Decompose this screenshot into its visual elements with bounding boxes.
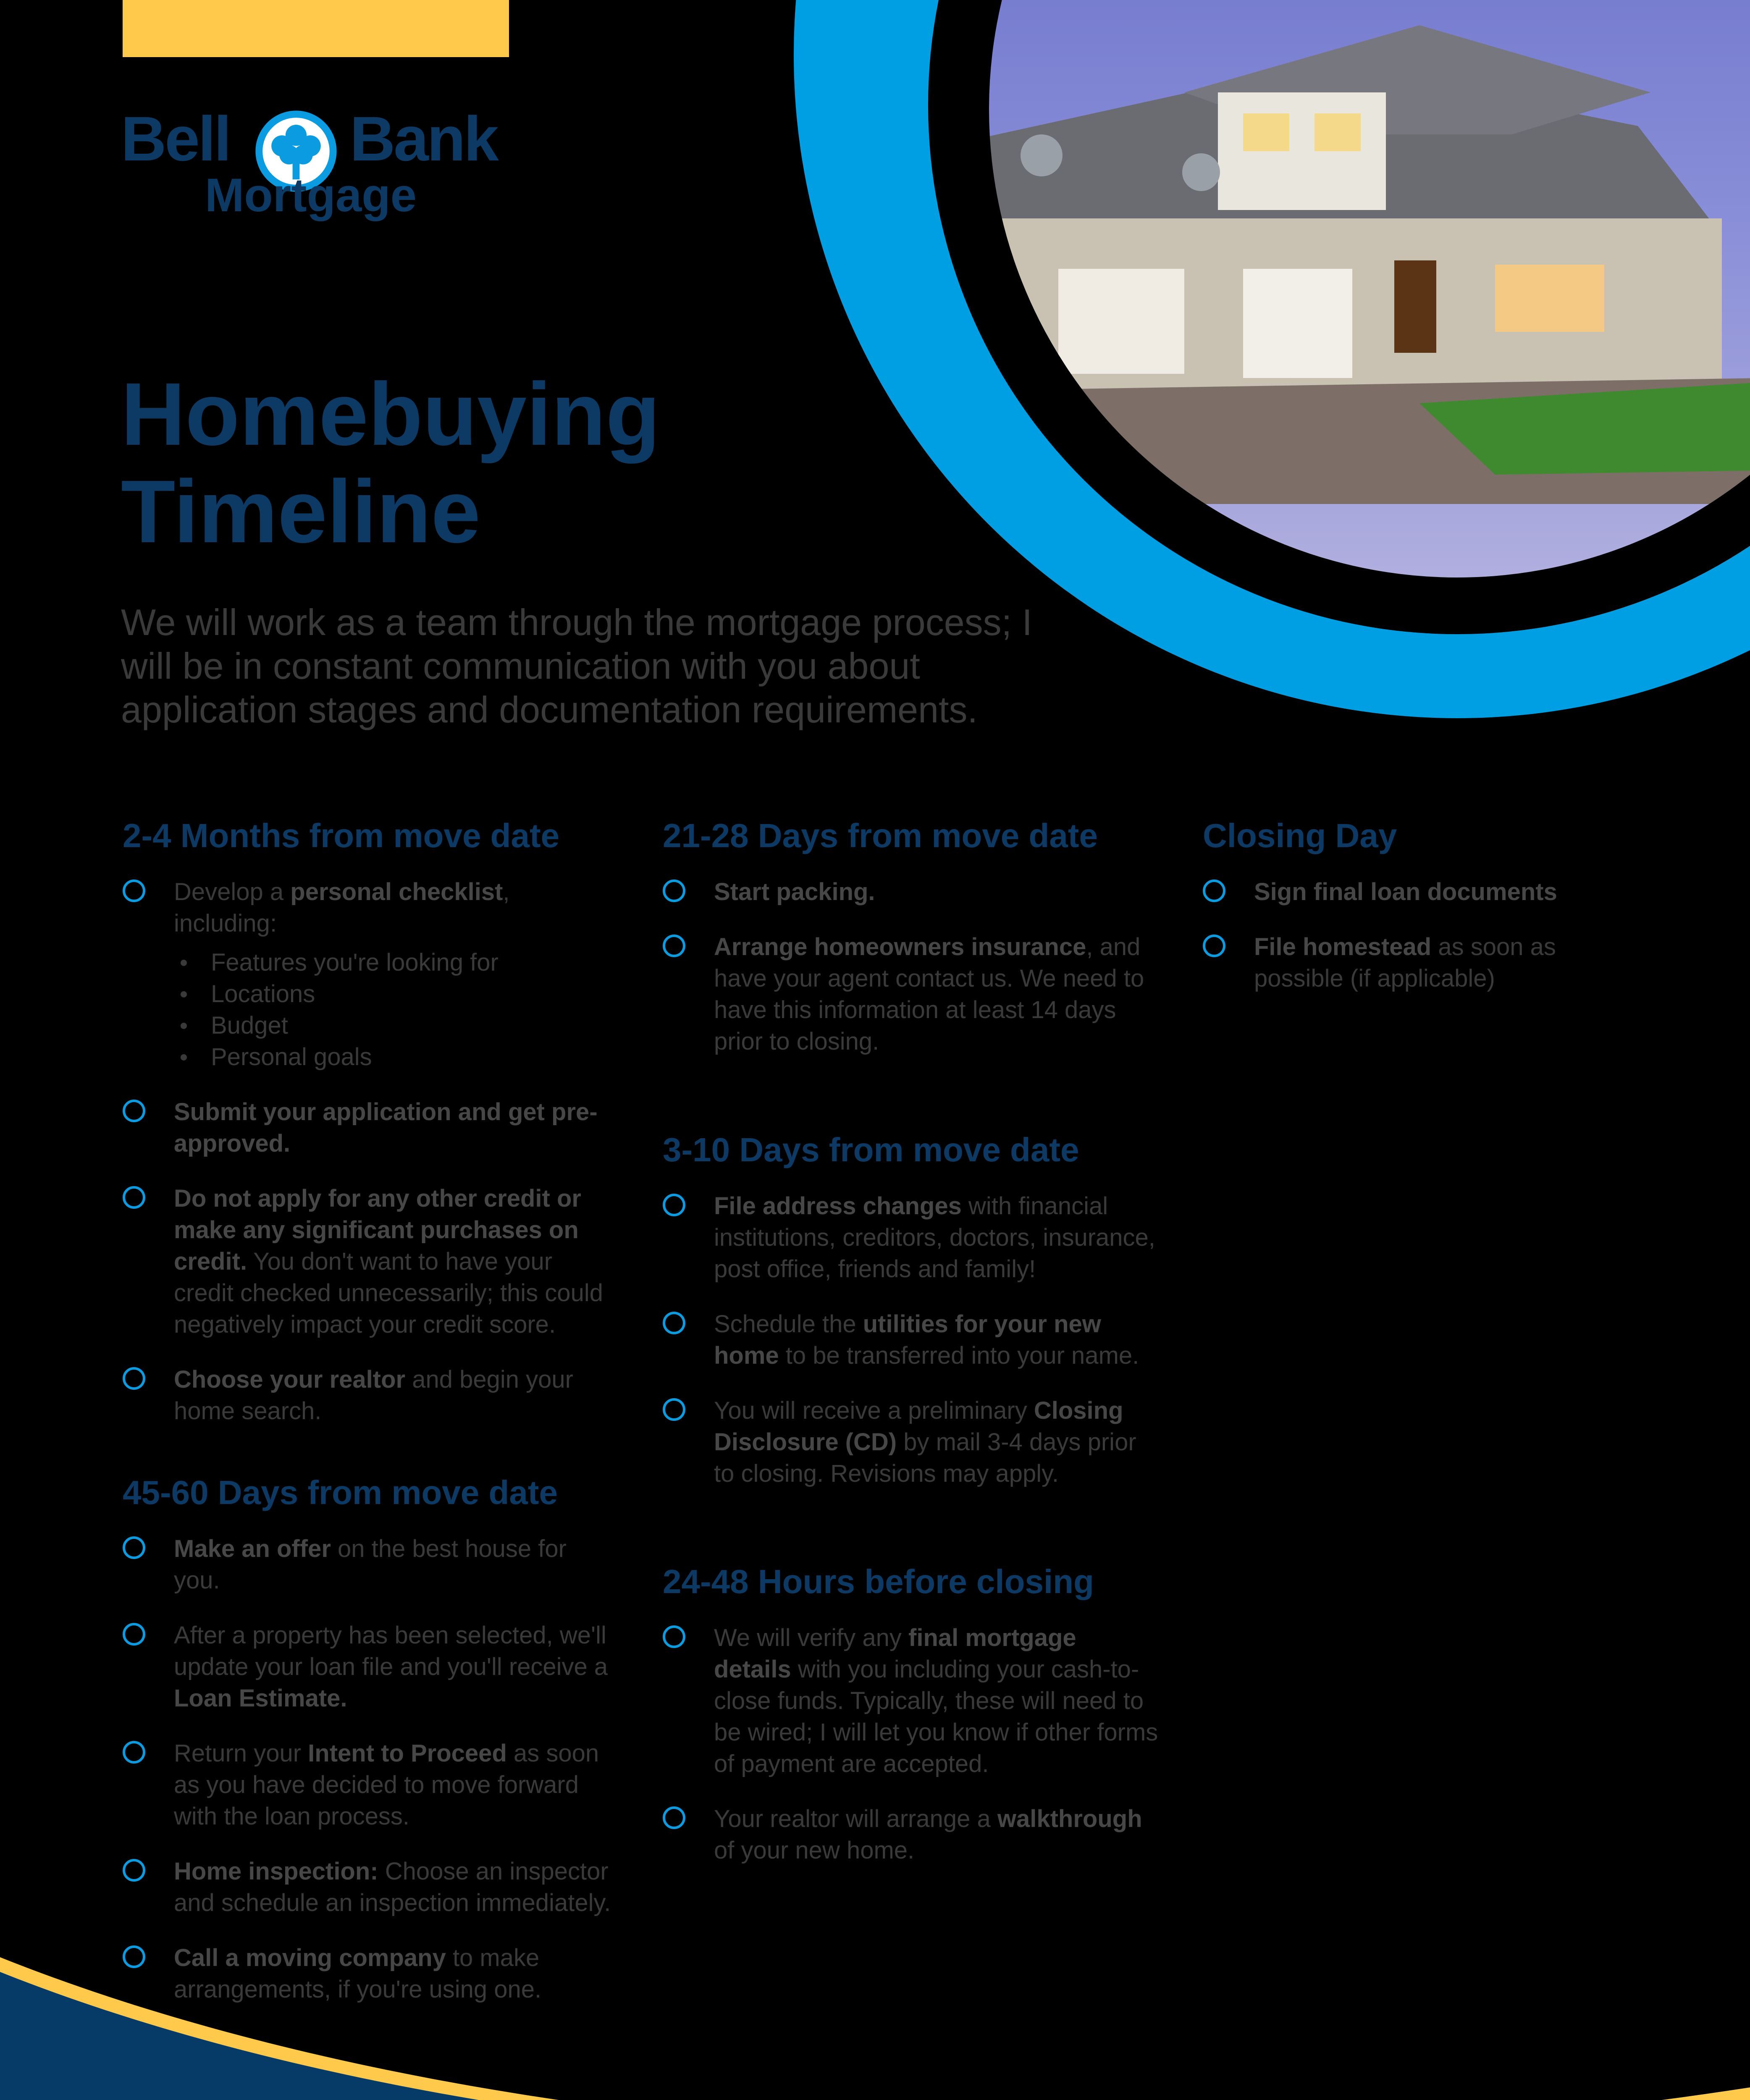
circle-icon xyxy=(123,1536,145,1559)
circle-icon xyxy=(663,1194,685,1216)
bullet-item: Budget xyxy=(174,1010,618,1041)
bullet-dot-icon xyxy=(181,991,187,998)
section-2-4-months xyxy=(123,816,618,1450)
timeline-item: Schedule the utilities for your new home to be transferred into your name. xyxy=(663,1308,1158,1371)
circle-icon xyxy=(663,934,685,957)
section-heading: 2-4 Months from move date xyxy=(123,817,560,854)
circle-icon xyxy=(663,1806,685,1829)
circle-icon xyxy=(123,1741,145,1764)
section-heading: 3-10 Days from move date xyxy=(663,1131,1079,1168)
circle-icon xyxy=(663,1625,685,1648)
logo-word-mortgage: Mortgage xyxy=(205,169,417,221)
bullet-item: Personal goals xyxy=(174,1041,618,1073)
footer-wave xyxy=(0,1932,1750,2100)
timeline-item: Your realtor will arrange a walkthrough of your new home. xyxy=(663,1803,1158,1866)
circle-icon xyxy=(663,1312,685,1334)
circle-icon xyxy=(663,879,685,902)
page-title xyxy=(121,365,751,560)
bullet-dot-icon xyxy=(181,1023,187,1029)
section-closing-day xyxy=(1203,816,1581,1018)
timeline-item: File address changes with financial institutions, creditors, doctors, insurance, post office, friends and family! xyxy=(663,1190,1158,1285)
bullet-item: Features you're looking for xyxy=(174,947,618,978)
timeline-item: You will receive a preliminary Closing Disclosure (CD) by mail 3-4 days prior to closing. Revisions may apply. xyxy=(663,1395,1158,1489)
bullet-item: Locations xyxy=(174,978,618,1010)
timeline-item: Call a moving company to make arrangements, if you're using one. xyxy=(123,1942,618,2005)
section-heading: Closing Day xyxy=(1203,817,1397,854)
section-24-48-hours xyxy=(663,1562,1158,1890)
timeline-item: After a property has been selected, we'll update your loan file and you'll receive a Loan Estimate. xyxy=(123,1620,618,1714)
timeline-item: Submit your application and get pre-approved. xyxy=(123,1096,618,1159)
timeline-item: Start packing. xyxy=(663,876,1158,908)
timeline-item: Return your Intent to Proceed as soon as you have decided to move forward with the loan process. xyxy=(123,1738,618,1832)
circle-icon xyxy=(1203,879,1225,902)
bell-bank-mortgage-logo xyxy=(121,103,516,229)
timeline-item: File homestead as soon as possible (if applicable) xyxy=(1203,931,1581,994)
circle-icon xyxy=(123,1367,145,1390)
section-3-10-days xyxy=(663,1130,1158,1513)
top-accent-bar xyxy=(123,0,509,57)
section-heading: 45-60 Days from move date xyxy=(123,1474,558,1511)
circle-icon xyxy=(123,879,145,902)
timeline-item: We will verify any final mortgage details with you including your cash-to-close funds. Typically, these will need to be wired; I will let you know if other forms of payment are accepted. xyxy=(663,1622,1158,1780)
section-21-28-days xyxy=(663,816,1158,1081)
bullet-dot-icon xyxy=(181,1054,187,1060)
checklist-bullets xyxy=(174,947,618,1073)
circle-icon xyxy=(663,1398,685,1421)
circle-icon xyxy=(123,1623,145,1646)
timeline-item: Develop a personal checklist, including: Features you're looking for Locations Budget Personal goals xyxy=(123,876,618,1073)
timeline-item: Arrange homeowners insurance, and have your agent contact us. We need to have this information at least 14 days prior to closing. xyxy=(663,931,1158,1057)
timeline-item: Sign final loan documents xyxy=(1203,876,1581,908)
timeline-item: Home inspection: Choose an inspector and schedule an inspection immediately. xyxy=(123,1856,618,1919)
intro-paragraph: We will work as a team through the mortgage process; I will be in constant communication with you about application stages and documentation requirements. xyxy=(121,601,1033,730)
section-heading: 24-48 Hours before closing xyxy=(663,1563,1094,1600)
circle-icon xyxy=(123,1100,145,1122)
logo-word-bell: Bell xyxy=(121,103,230,174)
timeline-item: Choose your realtor and begin your home search. xyxy=(123,1364,618,1427)
timeline-item: Make an offer on the best house for you. xyxy=(123,1533,618,1596)
title-line-2: Timeline xyxy=(121,462,481,561)
circle-icon xyxy=(123,1859,145,1882)
logo-word-bank: Bank xyxy=(350,103,497,174)
title-line-1: Homebuying xyxy=(121,364,660,464)
bullet-dot-icon xyxy=(181,960,187,966)
circle-icon xyxy=(123,1186,145,1209)
timeline-item: Do not apply for any other credit or make any significant purchases on credit. You don't want to have your credit checked unnecessarily; this could negatively impact your credit score. xyxy=(123,1183,618,1340)
section-heading: 21-28 Days from move date xyxy=(663,817,1098,854)
circle-icon xyxy=(1203,934,1225,957)
